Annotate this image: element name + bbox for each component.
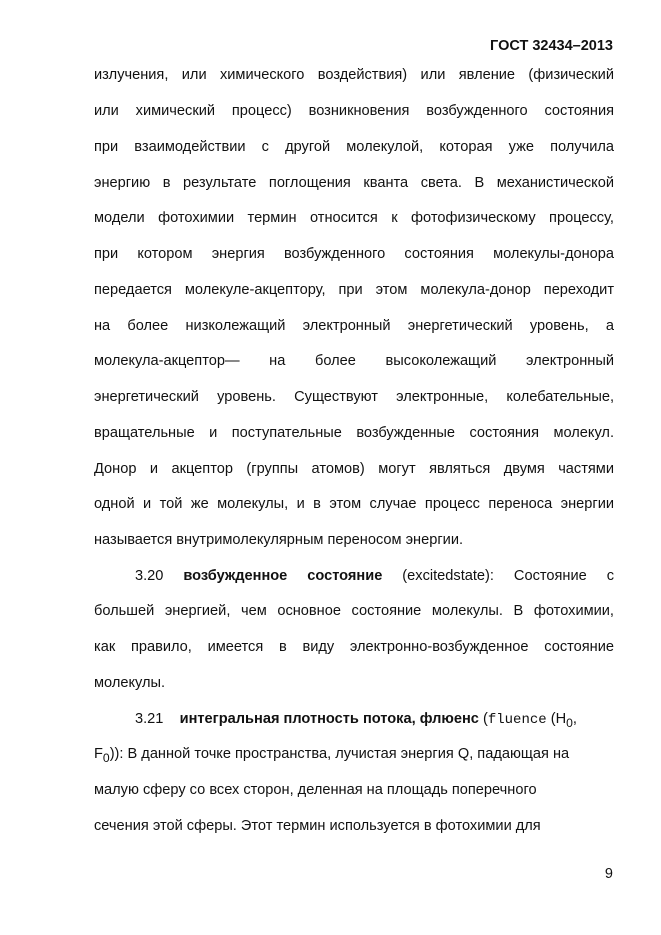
text-line: при взаимодействии с другой молекулой, которая уже получила	[94, 139, 614, 155]
text-line: при котором энергия возбужденного состояния молекулы-донора	[94, 246, 614, 262]
text-line: сечения этой сферы. Этот термин используется в фотохимии для	[94, 818, 541, 834]
text-line: Донор и акцептор (группы атомов) могут являться двумя частями	[94, 461, 614, 477]
text-line: на более низколежащий электронный энергетический уровень, а	[94, 318, 614, 334]
text-line: молекула-акцептор— на более высоколежащий электронный	[94, 353, 614, 369]
term-name: возбужденное состояние	[183, 568, 383, 584]
text-line: передается молекуле-акцептору, при этом молекула-донор переходит	[94, 282, 614, 298]
text-line: излучения, или химического воздействия) или явление (физический	[94, 67, 614, 83]
text-line: малую сферу со всех сторон, деленная на площадь поперечного	[94, 782, 537, 798]
term-name: интегральная плотность потока, флюенс	[179, 711, 479, 727]
text-line: молекулы.	[94, 675, 166, 691]
text-line: или химический процесс) возникновения возбужденного состояния	[94, 103, 614, 119]
text-line: модели фотохимии термин относится к фотофизическому процессу,	[94, 210, 614, 226]
text-line: энергетический уровень. Существуют электронные, колебательные,	[94, 389, 614, 405]
term-3-21-first-line: 3.21 интегральная плотность потока, флюенс (fluence ($H_0$,	[135, 711, 577, 730]
text-line: $F_0$)): В данной точке пространства, лучистая энергия Q, падающая на	[94, 746, 570, 765]
text-line: большей энергией, чем основное состояние молекулы. В фотохимии,	[94, 603, 614, 619]
term-english: fluence	[487, 712, 547, 728]
term-number: 3.21	[135, 711, 164, 727]
text-line: называется внутримолекулярным переносом энергии.	[94, 532, 464, 548]
term-3-20-first-line	[135, 567, 614, 585]
text-line: вращательные и поступательные возбужденные состояния молекул.	[94, 425, 614, 441]
term-number: 3.20	[135, 568, 164, 584]
running-header: ГОСТ 32434–2013	[490, 38, 613, 54]
text-line: как правило, имеется в виду электронно-возбужденное состояние	[94, 639, 614, 655]
text-line: энергию в результате поглощения кванта света. В механистической	[94, 175, 614, 191]
term-rest: (excitedstate): Состояние с	[402, 568, 615, 584]
text-line: одной и той же молекулы, и в этом случае процесс переноса энергии	[94, 496, 614, 512]
page-number: 9	[604, 866, 613, 882]
